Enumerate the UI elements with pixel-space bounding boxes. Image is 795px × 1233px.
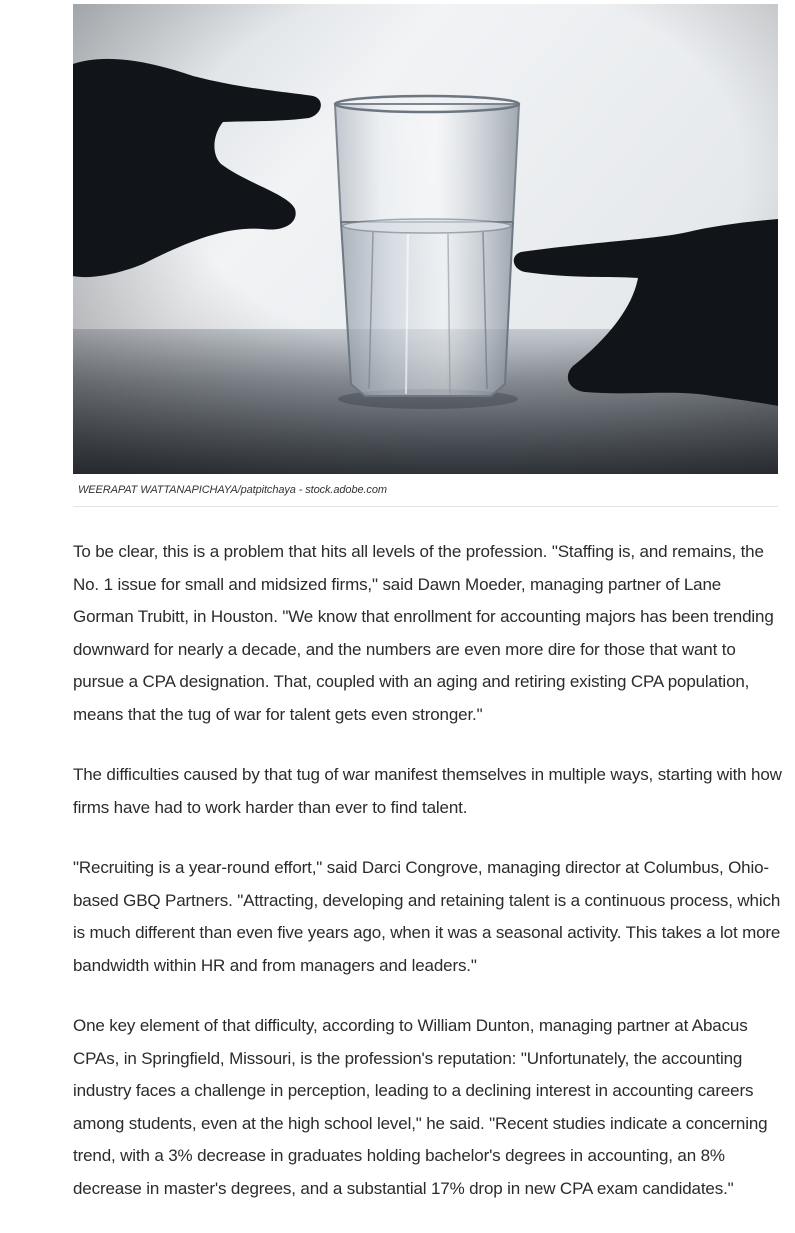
article-body	[73, 536, 783, 1233]
article-paragraph: To be clear, this is a problem that hits all levels of the profession. "Staffing is, and remains, the No. 1 issue for small and midsized firms," said Dawn Moeder, managing partner of Lane Gorman Trubitt, in Houston. "We know that enrollment for accounting majors has been trending downward for nearly a decade, and the numbers are even more dire for those that want to pursue a CPA designation. That, coupled with an aging and retiring existing CPA population, means that the tug of war for talent gets even stronger."	[73, 542, 774, 724]
article-photo	[73, 4, 778, 474]
photo-credit-caption: WEERAPAT WATTANAPICHAYA/patpitchaya - stock.adobe.com	[78, 484, 387, 496]
article-paragraph: The difficulties caused by that tug of war manifest themselves in multiple ways, starting with how firms have had to work harder than ever to find talent.	[73, 765, 782, 817]
article-paragraph: One key element of that difficulty, according to William Dunton, managing partner at Abacus CPAs, in Springfield, Missouri, is the profession's reputation: "Unfortunately, the accounting industry faces a challenge in perception, leading to a declining interest in accounting careers among students, even at the high school level," he said. "Recent studies indicate a concerning trend, with a 3% decrease in graduates holding bachelor's degrees in accounting, an 8% decrease in master's degrees, and a substantial 17% drop in new CPA exam candidates."	[73, 1016, 768, 1198]
article-paragraph: "Recruiting is a year-round effort," said Darci Congrove, managing director at Columbus, Ohio-based GBQ Partners. "Attracting, developing and retaining talent is a continuous process, which is much different than even five years ago, when it was a seasonal activity. This takes a lot more bandwidth within HR and from managers and leaders."	[73, 858, 781, 975]
article-figure	[73, 4, 778, 507]
caption-divider	[73, 506, 778, 507]
